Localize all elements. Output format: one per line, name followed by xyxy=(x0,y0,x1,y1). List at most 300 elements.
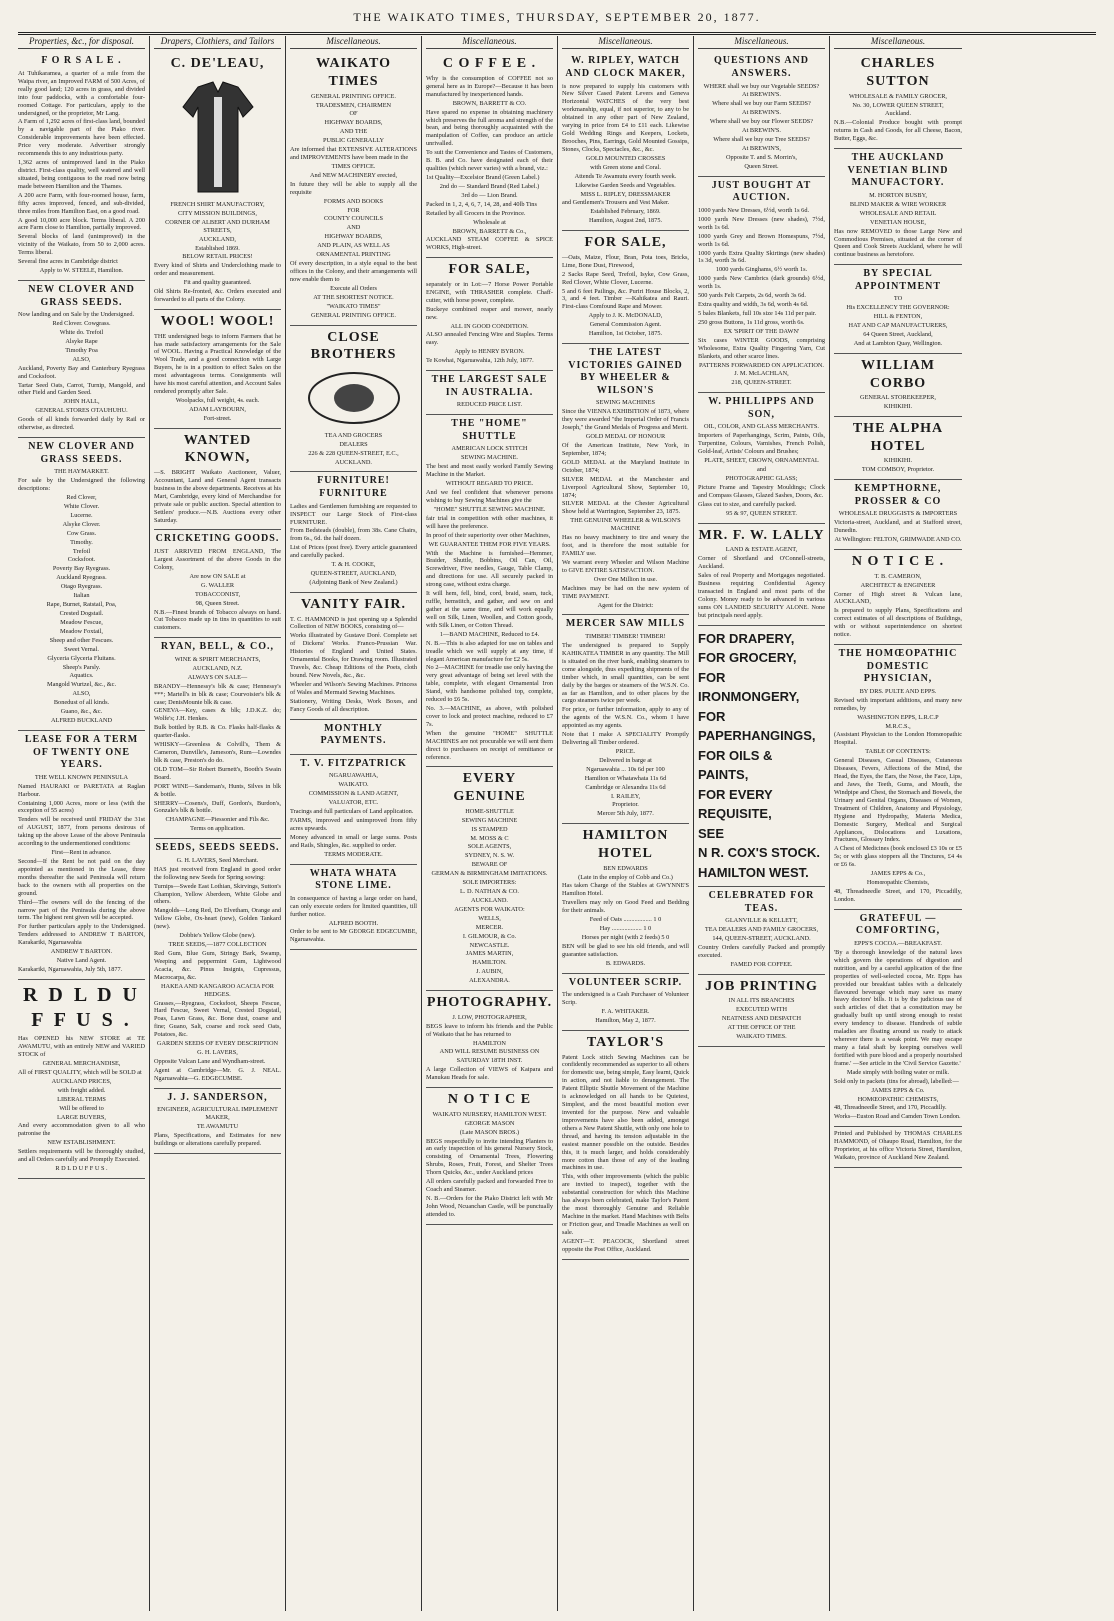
ad-text: Printed and Published by THOMAS CHARLES HAMMOND, of Ohaupo Road, Hamilton, for the Proprietor, at his office Victoria Street, Hamilton, Waikato, province of Auckland New Zealand. xyxy=(834,1130,962,1162)
ad-text: Why is the consumption of COFFEE not so general here as in Europe?—Because it has been manufactured by inexperienced hands. xyxy=(426,74,553,98)
ad-text: Mercer 5th July, 1877. xyxy=(597,810,654,818)
ad-text: BEWARE OF xyxy=(471,861,508,869)
ad-title: TAYLOR'S xyxy=(586,1034,665,1050)
ad-text: BRANDY—Hennessy's blk & case; Hennessy's ***; Martell's in blk & case; Courvoisier's blk & case; DenisMounie blk & case. xyxy=(154,682,281,706)
ad-text: Feed of Oats .................. 1 0 xyxy=(589,916,662,924)
ad-text: Red Clover. Cowgrass. xyxy=(52,320,111,328)
advertisement xyxy=(698,887,825,975)
ad-text: T. C. HAMMOND is just opening up a Splendid Collection of NEW BOOKS, consisting of— xyxy=(290,615,417,631)
ad-text: Several fine acres in Cambridge district xyxy=(18,258,118,266)
ad-text: F. A. WHITAKER. xyxy=(601,1008,650,1016)
ad-title: FURNITURE! FURNITURE xyxy=(317,475,390,500)
advertisement xyxy=(834,645,962,910)
ad-text: FAMED FOR COFFEE. xyxy=(730,960,793,968)
ad-text: (Late MASON BROS.) xyxy=(459,1128,520,1136)
ad-text: BELOW RETAIL PRICES! xyxy=(182,253,253,261)
ad-text: Sweet Vernal. xyxy=(64,645,99,653)
ad-text: Over One Million in use. xyxy=(593,575,658,583)
ad-text: AUCKLAND, xyxy=(199,235,236,243)
advertisement xyxy=(290,865,417,951)
ad-headline: FOR GROCERY, xyxy=(698,650,797,666)
ad-text: (Late in the employ of Cobb and Co.) xyxy=(578,873,673,881)
ad-text: Karakariki, Ngaruawahia, July 5th, 1877. xyxy=(18,965,123,973)
ad-title: HAMILTON HOTEL xyxy=(582,828,669,861)
ad-title: W. RIPLEY, WATCH AND CLOCK MAKER, xyxy=(565,55,686,79)
ad-text: HIGHWAY BOARDS, xyxy=(324,233,383,241)
ad-text: 48, Threadneedle Street, and 170, Piccadilly. xyxy=(834,1104,947,1112)
column-heading: Miscellaneous. xyxy=(834,36,962,49)
ad-text: AUCKLAND, N.Z. xyxy=(192,664,243,672)
ad-text: THE WELL KNOWN PENINSULA xyxy=(34,773,129,781)
ad-text: WAIKATO. xyxy=(338,781,369,789)
ad-text: Trefoil xyxy=(72,547,91,555)
ad-text: PRICE. xyxy=(615,747,636,755)
advertisement xyxy=(834,480,962,550)
ad-text: His EXCELLENCY THE GOVERNOR: xyxy=(846,304,950,312)
ad-text: SYDNEY, N. S. W. xyxy=(464,852,515,860)
ad-text: GOLD MOUNTED CROSSES xyxy=(585,154,666,162)
ad-text: 144, QUEEN-STREET, AUCKLAND. xyxy=(712,935,811,943)
ad-text: Terms on application. xyxy=(190,825,245,833)
ad-title: THE HOMŒOPATHIC DOMESTIC PHYSICIAN, xyxy=(838,648,958,685)
ad-text: Of the American Institute, New York, in September, 1874; xyxy=(562,442,689,457)
ad-text: GENERAL STORES OTAUHUHU. xyxy=(35,407,128,415)
ad-text: Agent at Cambridge—Mr. G. J. NEAL. Ngaruawahia—G. EDGECUMBE. xyxy=(154,1066,281,1082)
ad-text: Travellers may rely on Good Feed and Bedding for their animals. xyxy=(562,899,689,915)
ad-text: Auckland. xyxy=(884,110,912,118)
ad-text: N.B.—Finest brands of Tobacco always on hand. Cut Tobacco made up in tins in quantities to suit customers. xyxy=(154,608,281,632)
ad-headline: FOR IRONMONGERY, xyxy=(698,669,800,705)
ad-title: N O T I C E . xyxy=(851,554,945,570)
ad-text: PORT WINE—Sandeman's, Hunts, Silves in blk & bottle. xyxy=(154,782,281,798)
ad-text: WITHOUT REGARD TO PRICE. xyxy=(445,480,534,488)
ad-title: PHOTOGRAPHY. xyxy=(426,995,553,1011)
ad-text: Delivered in barge at xyxy=(599,756,652,764)
ad-text: Likewise Garden Seeds and Vegetables. xyxy=(575,181,676,189)
ad-text: HIGHWAY BOARDS, xyxy=(324,119,383,127)
ad-text: IN ALL ITS BRANCHES xyxy=(728,997,795,1005)
ad-text: CITY MISSION BUILDINGS, xyxy=(177,209,257,217)
ad-title: LEASE FOR A TERM OF TWENTY ONE YEARS. xyxy=(24,733,139,771)
advertisement xyxy=(834,1127,962,1168)
ad-text: SHERRY—Cosens's, Duff, Gordon's, Burdon's, Gonzale's blk & bottle. xyxy=(154,799,281,815)
ad-text: HOME-SHUTTLE xyxy=(465,807,514,815)
ad-text: Hay ................... 1 0 xyxy=(599,925,652,933)
ad-text: AT THE SHORTEST NOTICE. xyxy=(313,293,394,301)
ad-text: IS STAMPED xyxy=(471,825,508,833)
ad-text: 5 and 6 feet Pailings, &c. Puriri House Blocks, 2, 3, and 4 feet. Timber —Kahikatea and Rauri. First-class Comfound Rape and Mower. xyxy=(562,287,689,311)
ad-text: TREE SEEDS,—1877 COLLECTION xyxy=(168,941,267,949)
ad-title: JUST BOUGHT AT AUCTION. xyxy=(711,179,812,204)
ad-text: When the genuine "HOME" SHUTTLE MACHINES are not procurable we will sent them direct to purchasers on receipt of remittance or reference. xyxy=(426,729,553,761)
ad-text: Will be offered to xyxy=(59,1104,104,1112)
ad-text: —S. BRIGHT Waikato Auctioneer, Valuer, Accountant, Land and General Agent transacts business in the above departments. Receives at his Mart, Cambridge, every kind of Merchandise for private sale or public auction. Special attention to Settlers' produce.—N.B. Auctions every other Saturday. xyxy=(154,469,281,524)
advertisement xyxy=(18,52,145,281)
ad-text: GENERAL MERCHANDISE, xyxy=(42,1060,121,1068)
ad-text: 1000 yards New Cambrics (dark grounds) 6½d, worth 1s. xyxy=(698,275,825,291)
ad-text: AT THE OFFICE OF THE xyxy=(727,1024,796,1032)
ad-title: GRATEFUL — COMFORTING, xyxy=(855,912,941,937)
advertisement xyxy=(290,326,417,473)
ad-text: M. MOSS & C xyxy=(470,834,509,842)
ad-text: FOR xyxy=(347,206,360,214)
ad-text: Turnips—Swede East Lothian, Skirvings, Sutton's Champion, Yellow Aberdeen, White Globe and others. xyxy=(154,882,281,906)
ad-title: J. J. SANDERSON, xyxy=(167,1091,268,1103)
ad-text: TRADESMEN, CHAIRMEN xyxy=(315,101,392,109)
ad-text: Has OPENED his NEW STORE at TE AWAMUTU, with an entirely NEW and VARIED STOCK of xyxy=(18,1035,145,1059)
ad-text: For price, or further information, apply to any of the agents of the W.S.N. Co., whom I have appointed as my agents. xyxy=(562,706,689,730)
ad-text: Fit and quality guaranteed. xyxy=(183,279,252,287)
ad-text: FARMS, improved and unimproved from fifty acres upwards. xyxy=(290,816,417,832)
ad-text: (Assistant Physician to the London Homœopathic Hospital. xyxy=(834,731,962,747)
ad-text: TIMES OFFICE. xyxy=(331,162,376,170)
column-heading: Drapers, Clothiers, and Tailors xyxy=(154,36,281,49)
ad-text: A Chest of Medicines (book enclosed £3 10s or £5 5s; or with glass stoppers all the Tinctures, £4 4s or £6 6s. xyxy=(834,845,962,869)
ad-text: DEALERS xyxy=(339,440,368,448)
ad-text: N. B.—This is also adapted for use on tables and treadle which we will supply at any time, if elegant American manufacture for £2 5s. xyxy=(426,639,553,663)
ad-text: Are informed that EXTENSIVE ALTERATIONS and IMPROVEMENTS have been made in the xyxy=(290,146,417,162)
ad-text: PLATE, SHEET, CROWN, ORNAMENTAL xyxy=(704,457,819,465)
ad-text: GENERAL STOREKEEPER, xyxy=(860,394,936,402)
ad-text: BEN EDWARDS xyxy=(603,864,648,872)
ad-text: Attends Te Awamutu every fourth week. xyxy=(574,172,677,180)
ad-headline: FOR DRAPERY, xyxy=(698,630,795,646)
ad-text: Are now ON SALE at xyxy=(189,572,246,580)
ad-text: SEWING MACHINE xyxy=(461,816,518,824)
advertisement xyxy=(290,52,417,325)
advertisement xyxy=(562,974,689,1031)
ad-text: 1st Quality—Excelsior Brand (Green Label.) xyxy=(426,174,540,182)
ad-text: Has no heavy machinery to tire and weary the foot, and is therefore the most suitable for FAMILY use. xyxy=(562,534,689,557)
ad-text: For further particulars apply to the Undersigned. Tenders addressed to ANDREW T BARTON, Karakariki, Ngaruawahia xyxy=(18,923,145,947)
column-1 xyxy=(14,36,150,1611)
advertisement xyxy=(562,231,689,344)
ad-text: Picture Frame and Tapestry Mouldings; Clock and Compass Glasses, Glazed Sashes, Doors, &c. xyxy=(698,483,825,499)
advertisement xyxy=(834,550,962,645)
ad-text: No. 3.—MACHINE, as above, with polished cover to lock and protect machine, reduced to £7 7s. xyxy=(426,705,553,728)
advertisement xyxy=(698,393,825,523)
ad-text: OF xyxy=(349,110,358,118)
column-3 xyxy=(286,36,422,1611)
ad-text: General Diseases, Casual Diseases, Cutaneous Diseases, Fevers, Affections of the Mind, the Head, the Eyes, the Ears, the Nose, the Face, Lips, and Jaws, the Teeth, Gums, and Mouth, the Windpipe and Chest, the Stomach and Bowels, the Urinary and Genital Organs, Diseases of Women, Treatment of Children, Anatomy and Physiology, Hygiene and Hydropathy, Materia Medica, Domestic Surgery, Medical and Surgical Appliances, Dislocations and Luxations, Fractures, Glossary Index. xyxy=(834,757,962,844)
ad-text: Established 1869. xyxy=(195,244,240,252)
ad-text: 218, QUEEN-STREET. xyxy=(731,379,792,387)
ad-text: ENGINEER, AGRICULTURAL IMPLEMENT MAKER, xyxy=(157,1106,278,1122)
advertisement xyxy=(426,52,553,258)
advertisement xyxy=(426,991,553,1088)
ad-text: PUBLIC GENERALLY xyxy=(322,137,385,145)
ad-text: Meadow Fescue, xyxy=(60,618,103,626)
ad-text: ALSO, xyxy=(72,690,91,698)
ad-text: With the Machine is furnished—Hemmer, Braider, Shuttle, Bobbins, Oil Can, Oil, Screwdriver, Five needles, Gauge, Table Clamp, and directions for use. All securely packed in strong case, without extra charge. xyxy=(426,549,553,589)
ad-text: Now landing and on Sale by the Undersigned. xyxy=(18,311,135,319)
ad-text: BEGS respectfully to invite intending Planters to an early inspection of his general Nursery Stock, consisting of Ornamental Trees, Flowering Shrubs, Roses, Fruit, Forest, and Shelter Trees Thorn Quicks, &c., under Auckland prices xyxy=(426,1137,553,1177)
ad-text: Several blocks of land (unimproved) in the vicinity of the Waikato, from 50 to 2,000 acres. Terms liberal. xyxy=(18,233,145,257)
ad-text: 2nd do — Standard Brand (Red Label.) xyxy=(439,182,540,190)
advertisement xyxy=(426,767,553,991)
ad-text: HOMŒOPATHIC CHEMISTS, xyxy=(857,1095,939,1103)
ad-text: TIMBER! TIMBER! TIMBER! xyxy=(585,633,666,641)
columns xyxy=(14,36,1102,1611)
ad-text: ARCHITECT & ENGINEER xyxy=(860,581,936,589)
ad-text: TO xyxy=(893,295,903,303)
ad-title: MR. F. W. LALLY xyxy=(698,527,825,543)
ad-text: Hamilton, May 2, 1877. xyxy=(595,1017,656,1024)
ad-text: AMERICAN LOCK STITCH xyxy=(451,445,528,453)
ad-title: THE AUCKLAND VENETIAN BLIND MANUFACTORY. xyxy=(847,152,949,189)
ad-text: Extra quality and width, 3s 6d, worth 4s 6d. xyxy=(698,301,809,309)
ad-text: ALL IN GOOD CONDITION. xyxy=(450,322,529,330)
advertisement xyxy=(290,472,417,592)
ad-text: A good 10,000 acre block. Terms liberal. A 200 acre Farm close to Hamilton, partially improved. xyxy=(18,216,145,232)
ad-text: Aquatics. xyxy=(69,672,94,680)
ad-text: Mangolds—Long Red, Do Elvetham, Orange and Yellow Globe, Ox-heart (new), Golden Tankard (new). xyxy=(154,907,281,931)
ad-text: AND PLAIN, AS WELL AS xyxy=(317,242,390,250)
ad-text: LAND & ESTATE AGENT, xyxy=(725,546,798,554)
ad-text: SATURDAY 18TH INST. xyxy=(456,1057,523,1065)
ad-text: AGENTS FOR WAIKATO: xyxy=(454,905,525,913)
ad-text: GARDEN SEEDS OF EVERY DESCRIPTION xyxy=(156,1040,279,1048)
ad-text: Agent for the District: xyxy=(597,601,654,609)
advertisement xyxy=(426,371,553,415)
ad-title: WOOL! WOOL! xyxy=(160,314,275,330)
ad-text: Where shall we buy our Tree SEEDS? xyxy=(713,136,810,144)
ad-text: I. GILMOUR, & Co. xyxy=(462,932,517,940)
ad-text: WASHINGTON EPPS, L.R.C.P xyxy=(857,713,939,721)
ad-text: EPPS'S COCOA.—BREAKFAST. xyxy=(854,939,942,947)
ad-text: QUEEN-STREET, AUCKLAND, xyxy=(310,570,397,578)
advertisement xyxy=(562,615,689,824)
ad-text: Bonedust of all kinds. xyxy=(53,699,110,707)
ad-text: HILL & FENTON, xyxy=(873,313,923,321)
ad-title: THE LATEST VICTORIES GAINED BY WHEELER & WILSON'S xyxy=(568,347,683,396)
advertisement xyxy=(698,626,825,888)
ad-text: Goods of all kinds forwarded daily by Rail or otherwise, as directed. xyxy=(18,416,145,432)
ad-text: N. B.—Orders for the Piako District left with Mr John Wood, Ncuanchan Castle, will be punctually attended to. xyxy=(426,1195,553,1218)
ad-text: 2 Sacks Rape Seed, Trefoil, Isyke, Cow Grass, Red Clover, White Clover, Lucerne. xyxy=(562,270,689,286)
ad-text: AUCKLAND. xyxy=(471,896,508,904)
ad-text: ADAM LAYBOURN, xyxy=(189,405,246,413)
ad-text: TABLE OF CONTENTS: xyxy=(865,748,931,756)
ad-text: Works—Euston Road and Camden Town London. xyxy=(834,1113,961,1121)
ad-title: KEMPTHORNE, PROSSER & CO xyxy=(854,483,942,507)
ad-text: VALUATOR, ETC. xyxy=(328,799,379,807)
ad-text: Apply to J. K. McDONALD, xyxy=(588,312,663,320)
ad-text: Revised with important additions, and many new remedies, by xyxy=(834,696,962,712)
ad-text: GOLD MEDAL OF HONOUR xyxy=(585,433,666,441)
ad-text: Has taken Charge of the Stables at GWYNNE'S Hamilton Hotel. xyxy=(562,882,689,898)
ad-text: Since the VIENNA EXHIBITION of 1873, where they were awarded "the Imperial Order of Francis Joseph," the Grand Medals of Progress and Merit. xyxy=(562,408,689,432)
column-4 xyxy=(422,36,558,1611)
ad-text: Containing 1,000 Acres, more or less (with the exception of 55 acres) xyxy=(18,799,145,815)
ad-text: Bulk bottled by R.B. & Co. Flasks half-flasks & quarter-flasks. xyxy=(154,724,281,740)
ad-text: Settlers requirements will be thoroughly studied, and all Orders carefully and Promptly Executed. xyxy=(18,1148,145,1164)
advertisement xyxy=(426,1088,553,1225)
ad-text: Named HAURAKI or PARETATA at Raglan Harbour. xyxy=(18,782,145,798)
ad-text: 1—BAND MACHINE, Reduced to £4. xyxy=(439,630,540,638)
ad-text: WHOLESALE & FAMILY GROCER, xyxy=(848,92,948,100)
ad-text: COMMISSION & LAND AGENT, xyxy=(308,790,399,798)
ad-text: Where shall we buy our Farm SEEDS? xyxy=(712,100,811,108)
ad-text: Wholesale at xyxy=(473,218,506,226)
ad-text: 1000 yards Grey and Brown Homespuns, 7½d, worth 1s 6d. xyxy=(698,232,825,248)
ad-text: Italian xyxy=(73,592,90,600)
ad-text: NEATNESS AND DESPATCH xyxy=(721,1015,802,1023)
ad-text: Ladies and Gentlemen furnishing are requested to INSPECT our Large Stock of First-class FURNITURE. xyxy=(290,502,417,526)
ad-title: VANITY FAIR. xyxy=(300,596,407,612)
ad-text: ALEXANDRA. xyxy=(469,977,510,985)
ad-title: JOB PRINTING xyxy=(705,978,818,994)
ad-text: LARGE BUYERS, xyxy=(57,1113,106,1121)
ad-text: Sales of real Property and Mortgages negotiated. Business requiring Confidential Agency transacted in England and most parts of the Colony. Money ready to be advanced in various sums ON LANDED SECURITY ALONE. None but principals need apply. xyxy=(698,572,825,619)
advertisement xyxy=(834,354,962,417)
ad-title: C O F F E E . xyxy=(442,56,537,72)
ad-text: Lucerne. xyxy=(70,511,93,519)
ad-text: WAIKATO NURSERY, HAMILTON WEST. xyxy=(432,1110,547,1118)
ad-title: NEW CLOVER AND GRASS SEEDS. xyxy=(28,441,135,465)
ad-text: 1,362 acres of unimproved land in the Piako district. First-class quality, well watered and well situated, being contiguous to the road now being made between Hamilton and the Thames. xyxy=(18,159,145,190)
ad-text: WAIKATO TIMES. xyxy=(736,1033,787,1041)
ad-text: Guano, &c., &c. xyxy=(60,708,103,716)
ad-text: This, with other improvements (which the public are invited to inspect), together with the substantial construction for which this Machine has always been celebrated, make Taylor's Patent the most thoroughly Genuine and Reliable Machine in the market. Hand Machines with Belts or Friction gear, and Treadle Machines as well on sale. xyxy=(562,1173,689,1236)
ad-text: Works illustrated by Gustave Doré. Complete set of Dickens' Works. Franco-Prussian War. Histories of England and United States. Ornamental Books, for Drawing room. Illustrated Travels, &c. Cheap Editions of the Poets, cloth bound. New Novels, &c., &c. xyxy=(290,632,417,679)
ad-text: AND THE xyxy=(339,128,368,136)
ad-text: Hamilton, 1st October, 1875. xyxy=(588,330,663,338)
ad-headline: FOR PAPERHANGINGS, xyxy=(698,708,816,744)
ad-text: Glass cut to size, and carefully packed. xyxy=(698,500,797,508)
ad-text: NGARUAWAHIA, xyxy=(329,772,378,780)
ad-text: JAMES EPPS & Co. xyxy=(871,1086,925,1094)
advertisement xyxy=(562,52,689,231)
ad-text: Third—The owners will do the fencing of the narrow part of the Peninsula during the above term. The highest rent given will be accepted. xyxy=(18,898,145,922)
ad-text: is now prepared to supply his customers with New Silver Cased Patent Levers and Geneva Horizontal WATCHES of the very best workmanship, equal, if not superior, to any to be obtained in any other part of New Zealand, varying in price from £4 to £11 each. Likewise Gold Wedding Rings and Keepers, Lockets, Brooches, Pins, Earrings, Gold Mounted Gossips, Stones, Clocks, Spectacles, &c., &c. xyxy=(562,82,689,153)
ad-text: JUST ARRIVED FROM ENGLAND, The Largest Assortment of the above Goods in the Colony, xyxy=(154,548,281,571)
ad-text: Opposite Vulcan Lane and Wyndham-street. xyxy=(154,1057,266,1065)
ad-text: At BREWIN'S. xyxy=(742,91,781,99)
advertisement xyxy=(154,638,281,839)
ad-text: AGENT—T. PEACOCK, Shortland street opposite the Post Office, Auckland. xyxy=(562,1237,689,1253)
ad-text: BROWN, BARRETT & CO. xyxy=(452,99,527,107)
ad-text: "HOME" SHUTTLE SEWING MACHINE. xyxy=(433,505,546,513)
ad-text: Of every description, in a style equal to the best offices in the Colony, and their arrangements will now enable them to xyxy=(290,260,417,283)
ad-text: JOHN HALL, xyxy=(63,398,100,406)
ad-text: N.B.—Colonial Produce bought with prompt returns in Cash and Goods, for all Cheese, Bacon, Butter, Eggs, &c. xyxy=(834,119,962,143)
advertisement xyxy=(698,524,825,626)
ad-text: BEGS leave to inform his friends and the Public of Waikato that he has returned to xyxy=(426,1022,553,1038)
ad-text: Six cases WINTER GOODS, comprising Wholesome, Extra Quality Fingering Yarn, Cut Blankets, and other scarce lines. xyxy=(698,336,825,360)
ad-text: HAT AND CAP MANUFACTURERS, xyxy=(848,322,948,330)
ad-text: We warrant every Wheeler and Wilson Machine to GIVE ENTIRE SATISFACTION. xyxy=(562,558,689,574)
ad-text: Poverty Bay Ryegrass. xyxy=(52,565,111,573)
advertisement xyxy=(834,52,962,149)
ad-text: WHERE shall we buy our Vegetable SEEDS? xyxy=(703,82,820,90)
ad-text: I. RAILEY, xyxy=(610,792,641,800)
ad-title: FOR SALE, xyxy=(584,235,667,251)
ad-text: All of FIRST QUALITY, which will be SOLD at xyxy=(18,1068,142,1076)
ad-text: Timothy. xyxy=(70,538,93,546)
ad-text: HAMILTON xyxy=(473,1039,506,1047)
ad-text: All orders carefully packed and forwarded Free to Coach and Steamer. xyxy=(426,1178,553,1194)
ad-title: CRICKETING GOODS. xyxy=(155,533,280,545)
ad-text: Meadow Foxtail, xyxy=(59,627,104,635)
advertisement xyxy=(834,417,962,480)
advertisement xyxy=(154,52,281,310)
ad-text: WHOLESALE AND RETAIL xyxy=(859,209,937,217)
advertisement xyxy=(290,720,417,755)
ad-text: Homœopathic Chemists, xyxy=(866,879,930,887)
masthead: THE WAIKATO TIMES, THURSDAY, SEPTEMBER 20, 1877. xyxy=(18,10,1096,35)
ad-text: —Oats, Maize, Flour, Bran, Pota toes, Bricks, Lime, Bone Dust, Firewood, xyxy=(562,253,689,269)
ad-text: SILVER MEDAL at the Manchester and Liverpool Agricultural Show, September 10, 1874; xyxy=(562,475,689,499)
ad-text: The best and most easily worked Family Sewing Machine in the Market. xyxy=(426,463,553,479)
ad-text: SEWING MACHINE. xyxy=(460,454,519,462)
ad-text: Otago Ryegrass. xyxy=(60,583,103,591)
ad-text: Queen Street. xyxy=(744,162,779,170)
ad-title: QUESTIONS AND ANSWERS. xyxy=(714,55,809,79)
ad-title: T. V. FITZPATRICK xyxy=(300,757,407,769)
ad-text: R D L D U F F U S . xyxy=(55,1165,108,1173)
ad-text: MERCER. xyxy=(475,923,504,931)
ad-title: THE ALPHA HOTEL xyxy=(852,421,944,454)
ad-text: Mangold Wurtzel, &c., &c. xyxy=(46,681,117,689)
ad-text: Opposite T. and S. Morrin's, xyxy=(725,153,798,161)
ad-title: F O R S A L E . xyxy=(41,55,122,67)
ad-title: VOLUNTEER SCRIP. xyxy=(568,976,683,988)
ad-text: and xyxy=(756,466,767,474)
ad-text: Auckland Ryegrass. xyxy=(56,574,107,582)
ad-text: ORNAMENTAL PRINTING xyxy=(316,251,391,259)
ad-text: Ngaruawahia ... 10s 6d per 100 xyxy=(586,765,665,773)
ad-text: TEA AND GROCERS xyxy=(324,431,383,439)
ad-text: G. H. LAVERS, xyxy=(197,1049,238,1057)
ad-text: Dobbie's Yellow Globe (new). xyxy=(179,932,256,940)
ad-text: 64 Queen Street, Auckland, xyxy=(863,331,933,339)
ad-text: 226 & 228 QUEEN-STREET, E.C., xyxy=(308,449,399,457)
ad-title: WANTED KNOWN, xyxy=(183,432,252,466)
ad-text: A Farm of 1,292 acres of first-class land, bounded by a navigable part of the Piako river. Considerable improvements have been effected. Price very moderate. Advertiser strongly recommends this to any industrious party. xyxy=(18,118,145,158)
ad-title: N O T I C E xyxy=(447,1092,532,1108)
ad-text: JAMES EPPS & Co., xyxy=(870,870,926,878)
ad-text: 1000 yards Extra Quality Skirtings (new shades) 1s 3d, worth 3s 6d. xyxy=(698,249,825,265)
ad-text: Plans, Specifications, and Estimates for new buildings or alterations carefully prepared. xyxy=(154,1132,281,1148)
ad-text: EXECUTED WITH xyxy=(735,1006,788,1014)
ad-text: Packed in 1, 2, 4, 6, 7, 14, 28, and 40lb Tins xyxy=(426,200,537,208)
ad-text: And we feel confident that whenever persons wishing to buy Sewing Machines give the xyxy=(426,489,553,504)
ad-text: First—Rent in advance. xyxy=(51,849,112,857)
ad-title: CHARLES SUTTON xyxy=(860,56,936,89)
shirt-illustration-icon xyxy=(178,77,258,197)
ad-text: Corner of Shortland and O'Connell-streets, Auckland. xyxy=(698,555,825,571)
ad-text: ALFRED BUCKLAND xyxy=(50,717,113,725)
ad-text: No. 30, LOWER QUEEN STREET, xyxy=(852,101,944,109)
ad-title: MERCER SAW MILLS xyxy=(565,618,686,630)
ad-title: NEW CLOVER AND GRASS SEEDS. xyxy=(28,283,135,308)
ad-text: Retailed by all Grocers in the Province. xyxy=(426,209,526,217)
ad-title: EVERY GENUINE xyxy=(453,771,526,805)
ad-text: A 200 acre Farm, with four-roomed house, farm, fifty acres improved, fenced, and sub-divided, three miles from Hamilton East, on a good road. xyxy=(18,191,145,215)
advertisement xyxy=(18,980,145,1179)
ad-text: No 2—MACHINE for treadle use only having the very great advantage of being set level with the table, complete, with elegant Ornamental Iron Stand, with handsome polished top, complete, reduced to £6 5s. xyxy=(426,664,553,704)
ad-text: THE undersigned begs to inform Farmers that he has made satisfactory arrangements for the Sale of WOOL. Having a Practical Knowledge of the Wool Trade, and a good connection with Large Buyers, he is in a position to effect Sales on the most advantageous terms. Consignments will have his most careful attention, and Account Sales rendered promptly after Sale. xyxy=(154,332,281,396)
advertisement xyxy=(18,731,145,980)
ad-text: In consequence of having a large order on hand, can only execute orders for limited quantities, till further notice. xyxy=(290,894,417,918)
ad-text: MISS L. RIPLEY, DRESSMAKER xyxy=(580,190,671,198)
ad-text: J. LOW, PHOTOGRAPHER, xyxy=(452,1013,527,1021)
ad-text: AUCKLAND. xyxy=(335,458,372,466)
ad-text: M. HORTON BUSBY, xyxy=(869,191,927,199)
ad-text: 48, Threadneedle Street, and 170, Piccadilly, London. xyxy=(834,887,962,903)
ad-text: CORNER OF ALBERT AND DURHAM STREETS, xyxy=(165,218,270,234)
